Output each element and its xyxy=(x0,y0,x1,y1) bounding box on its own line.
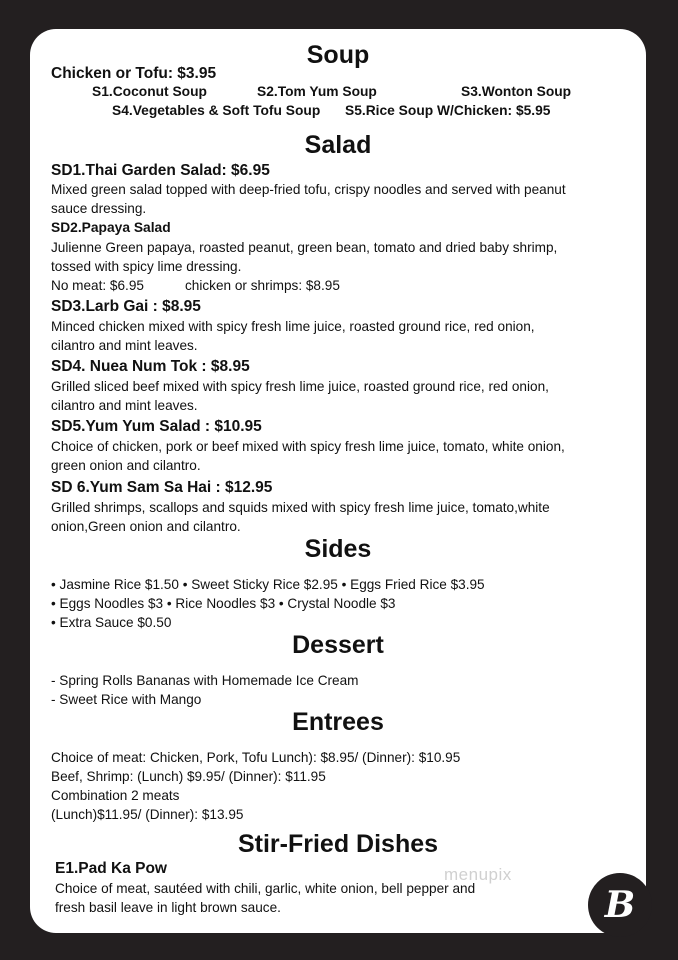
salad-sd5-desc-1: Choice of chicken, pork or beef mixed with spicy fresh lime juice, tomato, white onion, xyxy=(51,439,565,454)
salad-sd5-desc-2: green onion and cilantro. xyxy=(51,458,201,473)
sides-heading: Sides xyxy=(304,535,372,563)
salad-sd3-name: SD3.Larb Gai : $8.95 xyxy=(51,298,201,315)
salad-sd2-name: SD2.Papaya Salad xyxy=(51,220,171,235)
entrees-heading: Entrees xyxy=(292,708,384,736)
entrees-line-3: Combination 2 meats xyxy=(51,788,180,803)
stirfried-e1-name: E1.Pad Ka Pow xyxy=(55,860,167,877)
salad-heading: Salad xyxy=(304,131,372,159)
salad-sd1-desc-2: sauce dressing. xyxy=(51,201,147,216)
dessert-line-2: - Sweet Rice with Mango xyxy=(51,692,202,707)
soup-item-s3: S3.Wonton Soup xyxy=(461,84,572,99)
sides-line-3: • Extra Sauce $0.50 xyxy=(51,615,172,630)
menupix-watermark: menupix xyxy=(444,865,512,884)
entrees-line-4: (Lunch)$11.95/ (Dinner): $13.95 xyxy=(51,807,244,822)
salad-sd3-desc-1: Minced chicken mixed with spicy fresh lime juice, roasted ground rice, red onion, xyxy=(51,319,535,334)
salad-sd6-desc-2: onion,Green onion and cilantro. xyxy=(51,519,241,534)
stirfried-heading: Stir-Fried Dishes xyxy=(237,830,439,858)
salad-sd5-name: SD5.Yum Yum Salad : $10.95 xyxy=(51,418,262,435)
sides-line-2: • Eggs Noodles $3 • Rice Noodles $3 • Crystal Noodle $3 xyxy=(51,596,396,611)
salad-sd4-name: SD4. Nuea Num Tok : $8.95 xyxy=(51,358,250,375)
salad-sd6-name: SD 6.Yum Sam Sa Hai : $12.95 xyxy=(51,479,273,496)
salad-sd2-price-no-meat: No meat: $6.95 xyxy=(51,278,144,293)
soup-item-s4: S4.Vegetables & Soft Tofu Soup xyxy=(112,103,321,118)
soup-heading: Soup xyxy=(306,41,370,69)
soup-item-s1: S1.Coconut Soup xyxy=(92,84,207,99)
salad-sd4-desc-2: cilantro and mint leaves. xyxy=(51,398,198,413)
salad-sd4-desc-1: Grilled sliced beef mixed with spicy fresh lime juice, roasted ground rice, red onion, xyxy=(51,379,549,394)
dessert-line-1: - Spring Rolls Bananas with Homemade Ice Cream xyxy=(51,673,359,688)
entrees-line-2: Beef, Shrimp: (Lunch) $9.95/ (Dinner): $11.95 xyxy=(51,769,326,784)
salad-sd1-name: SD1.Thai Garden Salad: $6.95 xyxy=(51,162,270,179)
stirfried-e1-desc-2: fresh basil leave in light brown sauce. xyxy=(55,900,281,915)
soup-price: Chicken or Tofu: $3.95 xyxy=(51,65,217,82)
salad-sd2-price-meat: chicken or shrimps: $8.95 xyxy=(185,278,340,293)
salad-sd1-desc-1: Mixed green salad topped with deep-fried tofu, crispy noodles and served with peanut xyxy=(51,182,566,197)
sides-line-1: • Jasmine Rice $1.50 • Sweet Sticky Rice $2.95 • Eggs Fried Rice $3.95 xyxy=(51,577,485,592)
brand-badge-icon: B xyxy=(588,873,652,937)
stirfried-e1-desc-1: Choice of meat, sautéed with chili, garlic, white onion, bell pepper and xyxy=(55,881,476,896)
dessert-heading: Dessert xyxy=(292,631,384,659)
salad-sd2-desc-1: Julienne Green papaya, roasted peanut, green bean, tomato and dried baby shrimp, xyxy=(51,240,558,255)
salad-sd2-desc-2: tossed with spicy lime dressing. xyxy=(51,259,242,274)
menu-card xyxy=(30,29,646,933)
salad-sd6-desc-1: Grilled shrimps, scallops and squids mixed with spicy fresh lime juice, tomato,white xyxy=(51,500,550,515)
salad-sd3-desc-2: cilantro and mint leaves. xyxy=(51,338,198,353)
soup-item-s2: S2.Tom Yum Soup xyxy=(257,84,377,99)
entrees-line-1: Choice of meat: Chicken, Pork, Tofu Lunch): $8.95/ (Dinner): $10.95 xyxy=(51,750,461,765)
soup-item-s5: S5.Rice Soup W/Chicken: $5.95 xyxy=(345,103,551,118)
